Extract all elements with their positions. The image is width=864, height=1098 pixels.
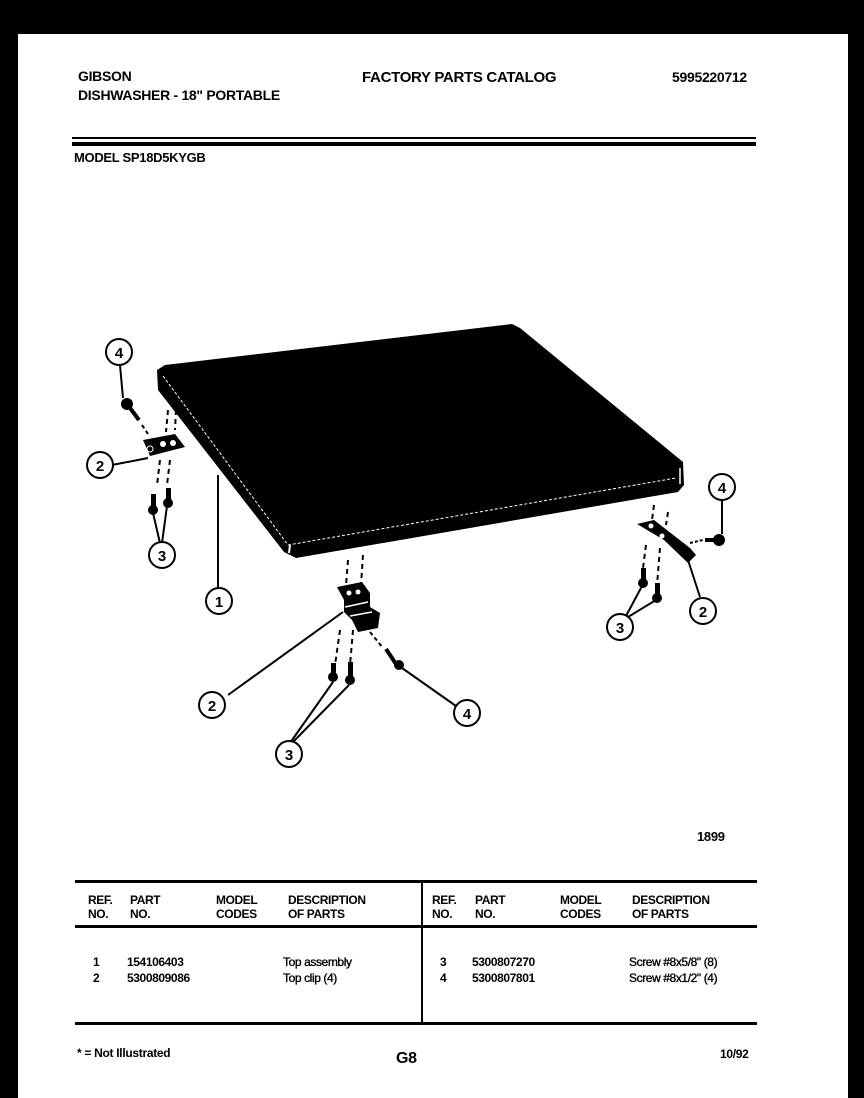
callout-2-right [690, 598, 716, 624]
center-clip-illustration [228, 555, 456, 743]
callout-3-left [149, 542, 175, 568]
callout-4-right [709, 474, 735, 500]
col-header-ref-left: REF. NO. [88, 893, 113, 921]
svg-text:1: 1 [214, 594, 224, 611]
table-top-rule [75, 880, 757, 883]
col-header-part-right: PART NO. [475, 893, 506, 921]
catalog-date: 10/92 [720, 1047, 749, 1061]
callout-2-left [87, 452, 113, 478]
description: Screw #8x5/8" (8) [629, 955, 718, 969]
col-header-part-left: PART NO. [130, 893, 161, 921]
ref-no: 4 [440, 971, 447, 985]
page-code: G8 [396, 1050, 417, 1067]
table-bottom-rule [75, 1022, 757, 1025]
col-header-model-left: MODEL CODES [216, 893, 258, 921]
col-header-model-right: MODEL CODES [560, 893, 602, 921]
col-header-desc-left: DESCRIPTION OF PARTS [288, 893, 366, 921]
callout-3-center [276, 741, 302, 767]
description: Screw #8x1/2" (4) [629, 971, 718, 985]
table-header-rule [75, 925, 757, 928]
ref-no: 1 [93, 955, 100, 969]
brand-name: GIBSON [78, 68, 132, 84]
callout-4-center [454, 700, 480, 726]
svg-text:3: 3 [157, 548, 167, 565]
catalog-number: 5995220712 [672, 69, 747, 85]
svg-text:4: 4 [114, 345, 124, 362]
part-no: 5300809086 [127, 971, 190, 985]
callout-1 [206, 588, 232, 614]
callout-2-center [199, 692, 225, 718]
svg-text:2: 2 [698, 604, 708, 621]
not-illustrated-note: * = Not Illustrated [77, 1046, 171, 1060]
product-title: DISHWASHER - 18" PORTABLE [78, 87, 280, 103]
svg-text:4: 4 [717, 480, 727, 497]
part-no: 154106403 [127, 955, 184, 969]
part-no: 5300807801 [472, 971, 535, 985]
model-label: MODEL SP18D5KYGB [74, 150, 206, 165]
svg-text:3: 3 [284, 747, 294, 764]
svg-text:2: 2 [95, 458, 105, 475]
callout-4-left [106, 339, 132, 365]
col-header-desc-right: DESCRIPTION OF PARTS [632, 893, 710, 921]
part-no: 5300807270 [472, 955, 535, 969]
top-assembly-illustration [157, 324, 684, 558]
callout-3-right [607, 614, 633, 640]
description: Top clip (4) [283, 971, 337, 985]
col-header-ref-right: REF. NO. [432, 893, 457, 921]
figure-number: 1899 [697, 829, 725, 844]
catalog-title: FACTORY PARTS CATALOG [362, 69, 557, 86]
svg-text:3: 3 [615, 620, 625, 637]
ref-no: 3 [440, 955, 447, 969]
table-center-divider [421, 882, 423, 1024]
ref-no: 2 [93, 971, 100, 985]
svg-text:2: 2 [207, 698, 217, 715]
description: Top assembly [283, 955, 352, 969]
svg-text:4: 4 [462, 706, 472, 723]
